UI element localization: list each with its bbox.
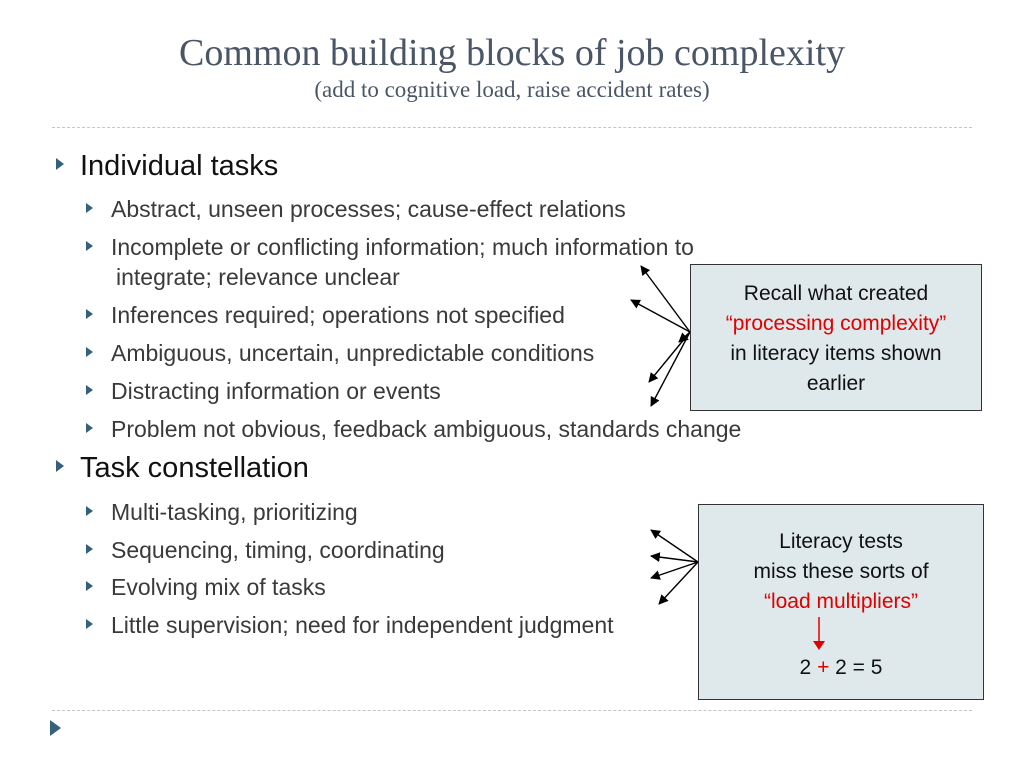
arrow-line — [651, 332, 690, 406]
callout-line-highlight: “load multipliers” — [763, 590, 919, 613]
list-item-text: integrate; relevance unclear — [116, 264, 400, 290]
callout-line: in literacy items shown — [730, 342, 942, 365]
section-heading-text: Individual tasks — [80, 150, 279, 182]
list-item-text: Distracting information or events — [111, 378, 441, 404]
list-item-text: Inferences required; operations not specified — [111, 302, 565, 328]
list-item-text: Evolving mix of tasks — [111, 574, 326, 600]
equation-plus: + — [817, 656, 830, 679]
next-slide-icon[interactable] — [50, 720, 61, 736]
callout-line: miss these sorts of — [753, 560, 929, 583]
list-item-text: Ambiguous, uncertain, unpredictable conditions — [111, 340, 595, 366]
arrow-line — [649, 332, 690, 382]
callout-line: Recall what created — [743, 282, 929, 305]
callout-box-processing-complexity — [690, 264, 982, 411]
list-item-text: Little supervision; need for independent judgment — [111, 612, 614, 638]
list-item-text: Problem not obvious, feedback ambiguous, standards change — [111, 416, 742, 442]
title-subtitle: (add to cognitive load, raise accident rates) — [314, 77, 710, 102]
list-item-text: Incomplete or conflicting information; much information to — [111, 234, 694, 260]
equation-left: 2 — [799, 656, 812, 679]
equation-right: 2 = 5 — [835, 656, 883, 679]
arrow-line — [631, 300, 690, 332]
section-heading-text: Task constellation — [80, 452, 309, 484]
callout-line: earlier — [806, 372, 866, 395]
arrow-line — [641, 266, 690, 332]
title-main: Common building blocks of job complexity — [178, 32, 846, 74]
red-down-arrow-icon — [809, 617, 829, 651]
list-item-text: Sequencing, timing, coordinating — [111, 537, 445, 563]
list-item-text: Multi-tasking, prioritizing — [111, 499, 358, 525]
callout-line: Literacy tests — [779, 530, 903, 553]
equation — [699, 653, 983, 683]
callout-box-load-multipliers — [698, 504, 984, 700]
bottom-divider — [52, 710, 972, 711]
list-item-text: Abstract, unseen processes; cause-effect relations — [111, 196, 626, 222]
callout-line-highlight: “processing complexity” — [725, 312, 947, 335]
